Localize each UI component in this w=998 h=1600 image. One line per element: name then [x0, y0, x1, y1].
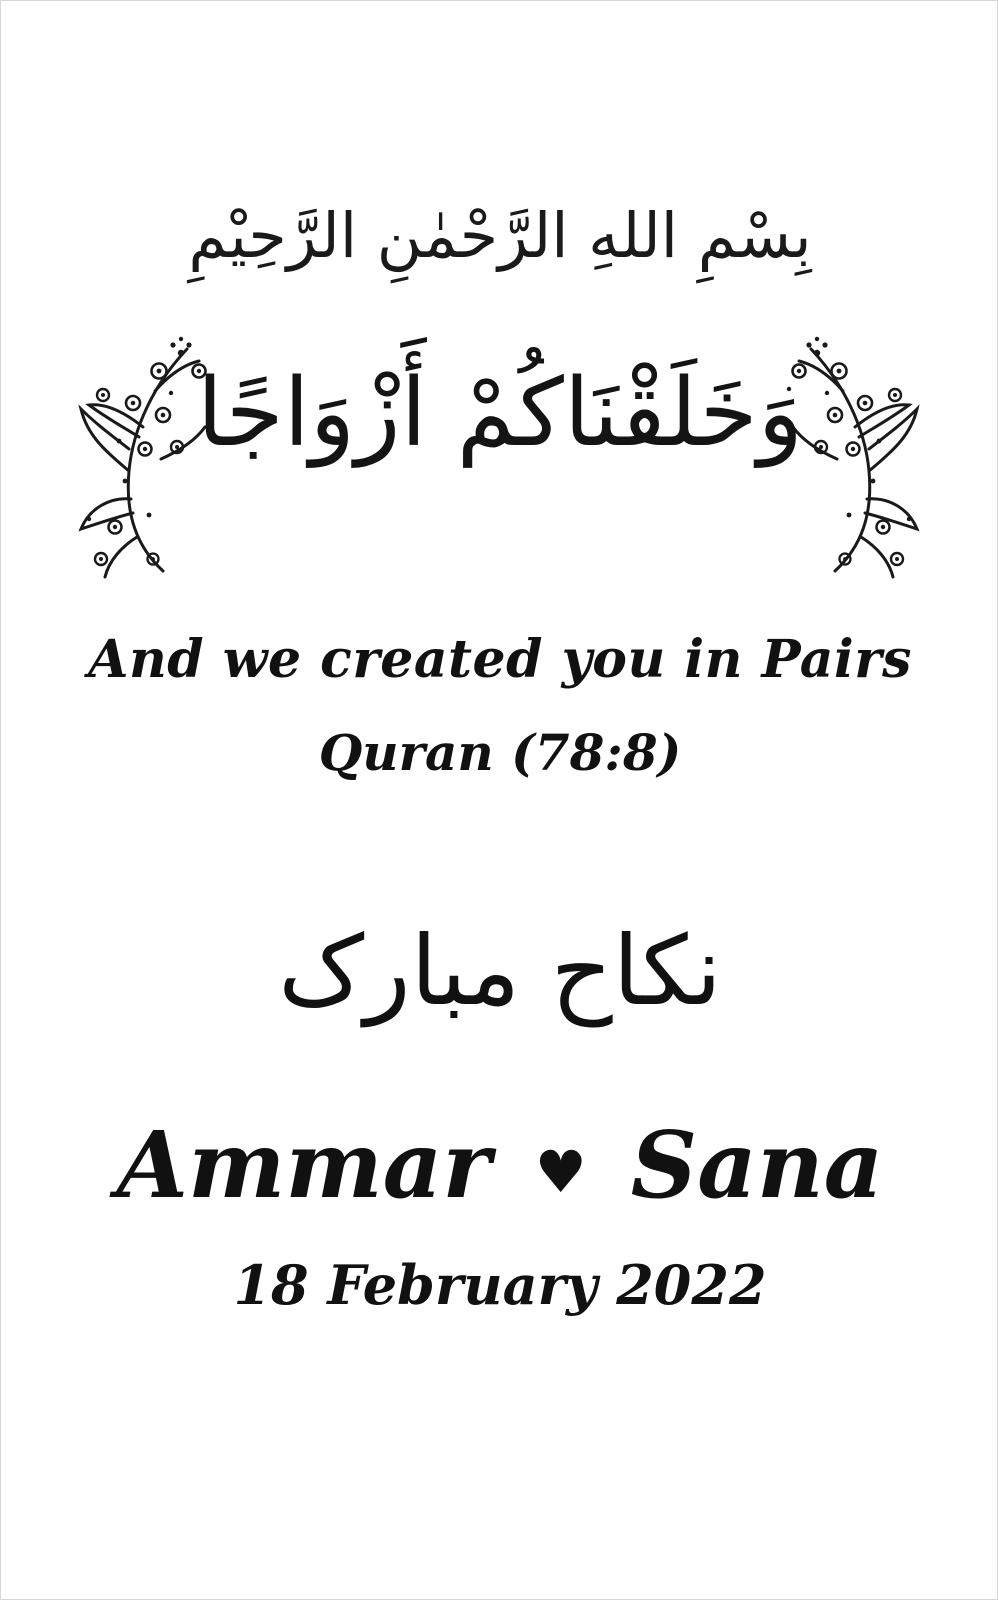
couple-names: [1, 1113, 998, 1219]
nikah-mubarak-urdu: نکاح مبارک: [278, 915, 722, 1027]
bride-name: Sana: [630, 1111, 884, 1219]
groom-name: Ammar: [116, 1111, 491, 1219]
bismillah-calligraphy: بِسْمِ اللهِ الرَّحْمٰنِ الرَّحِيْمِ: [188, 199, 812, 272]
quran-verse-reference: Quran (78:8): [318, 723, 682, 782]
quran-verse-english: And we created you in Pairs: [88, 629, 912, 690]
quran-verse-arabic: وَخَلَقْنَاكُمْ أَزْوَاجًا: [196, 359, 804, 468]
event-date: 18 February 2022: [233, 1253, 767, 1317]
heart-icon: ♥: [534, 1137, 587, 1206]
